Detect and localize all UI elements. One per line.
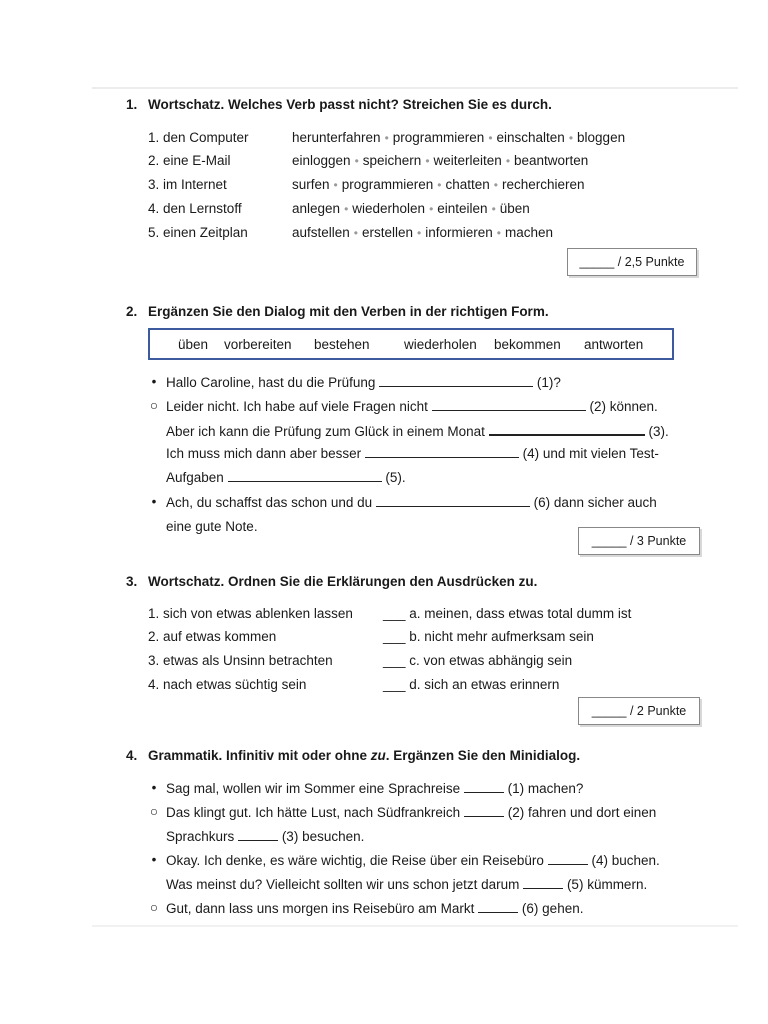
s3-right-4: ___ d. sich an etwas erinnern [383, 677, 560, 692]
answer-blank[interactable] [432, 398, 586, 411]
s4-line-4: Okay. Ich denke, es wäre wichtig, die Reise über ein Reisebüro (4) buchen. [166, 853, 660, 868]
s3-right-2: ___ b. nicht mehr aufmerksam sein [383, 629, 594, 644]
s2-line-6: Ach, du schaffst das schon und du (6) dann sicher auch [166, 495, 657, 510]
answer-blank[interactable] [478, 900, 518, 913]
word-box [148, 328, 674, 360]
section-1-title: 1. Wortschatz. Welches Verb passt nicht? Streichen Sie es durch. [126, 97, 552, 112]
answer-blank[interactable]: ___ [383, 677, 406, 692]
word-item: vorbereiten [224, 336, 292, 352]
section-4-title: 4. Grammatik. Infinitiv mit oder ohne zu. Ergänzen Sie den Minidialog. [126, 748, 581, 763]
s2-line-3: Aber ich kann die Prüfung zum Glück in einem Monat (3). [166, 424, 669, 439]
top-divider [92, 87, 738, 89]
bullet-filled: • [151, 374, 157, 389]
s3-left-3: 3. etwas als Unsinn betrachten [148, 653, 333, 668]
s4-line-5: Was meinst du? Vielleicht sollten wir uns schon jetzt darum (5) kümmern. [166, 877, 648, 892]
answer-blank[interactable] [376, 494, 530, 507]
answer-blank[interactable] [523, 876, 563, 889]
s4-line-2: Das klingt gut. Ich hätte Lust, nach Südfrankreich (2) fahren und dort einen [166, 805, 657, 820]
answer-blank[interactable] [365, 445, 519, 458]
s2-line-5: Aufgaben (5). [166, 470, 406, 485]
bullet-filled: • [151, 494, 157, 509]
s3-score-box[interactable]: _____ / 2 Punkte [578, 697, 700, 725]
answer-blank[interactable] [238, 828, 278, 841]
s2-line-2: Leider nicht. Ich habe auf viele Fragen nicht (2) können. [166, 399, 658, 414]
s2-line-1: Hallo Caroline, hast du die Prüfung (1)? [166, 375, 561, 390]
bullet-filled: • [151, 852, 157, 867]
s3-left-1: 1. sich von etwas ablenken lassen [148, 606, 353, 621]
answer-blank[interactable]: ___ [383, 629, 406, 644]
answer-blank[interactable]: ___ [383, 653, 406, 668]
s4-line-1: Sag mal, wollen wir im Sommer eine Sprachreise (1) machen? [166, 781, 584, 796]
bullet-filled: • [151, 780, 157, 795]
word-item: antworten [584, 336, 644, 352]
s4-line-3: Sprachkurs (3) besuchen. [166, 829, 365, 844]
answer-blank[interactable] [379, 374, 533, 387]
s2-line-7: eine gute Note. [166, 519, 258, 534]
s4-line-6: Gut, dann lass uns morgen ins Reisebüro am Markt (6) gehen. [166, 901, 584, 916]
s2-line-4: Ich muss mich dann aber besser (4) und mit vielen Test- [166, 446, 659, 461]
bullet-open: ○ [149, 900, 159, 915]
answer-blank[interactable] [548, 852, 588, 865]
answer-blank[interactable]: ___ [383, 606, 406, 621]
bullet-open: ○ [149, 804, 159, 819]
word-item: bekommen [494, 336, 561, 352]
word-item: wiederholen [404, 336, 477, 352]
answer-blank[interactable] [489, 422, 645, 436]
s3-left-4: 4. nach etwas süchtig sein [148, 677, 307, 692]
word-item: üben [178, 336, 209, 352]
bullet-open: ○ [149, 398, 159, 413]
s3-right-1: ___ a. meinen, dass etwas total dumm ist [383, 606, 632, 621]
s1-score-box[interactable]: _____ / 2,5 Punkte [567, 248, 697, 276]
answer-blank[interactable] [464, 780, 504, 793]
answer-blank[interactable] [464, 804, 504, 817]
s3-right-3: ___ c. von etwas abhängig sein [383, 653, 573, 668]
answer-blank[interactable] [228, 469, 382, 482]
section-3-title: 3. Wortschatz. Ordnen Sie die Erklärungen den Ausdrücken zu. [126, 574, 538, 589]
section-2-title: 2. Ergänzen Sie den Dialog mit den Verben in der richtigen Form. [126, 304, 549, 319]
s2-score-box[interactable]: _____ / 3 Punkte [578, 527, 700, 555]
word-item: bestehen [314, 336, 370, 352]
s3-left-2: 2. auf etwas kommen [148, 629, 277, 644]
bottom-divider [92, 925, 738, 927]
